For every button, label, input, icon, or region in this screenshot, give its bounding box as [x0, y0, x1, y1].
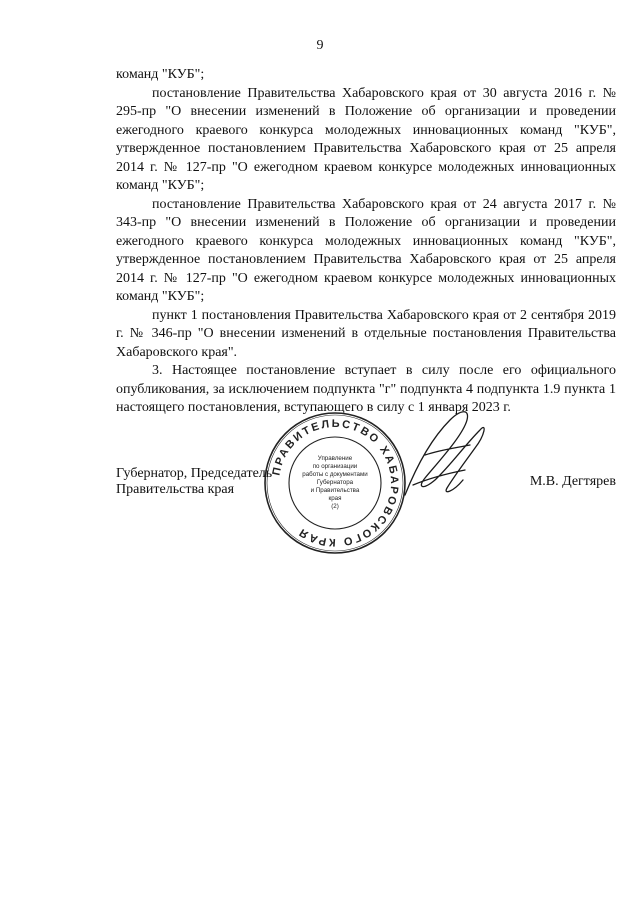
paragraph: постановление Правительства Хабаровского края от 30 августа 2016 г. № 295-пр "О внесении изменений в Положение об организации и проведении ежегодного краевого конкурса молодежных инновационных команд "КУБ", утвержденное постановлением Правительства Хабаровского края от 25 апреля 2014 г. № 127-пр "О ежегодном краевом конкурсе молодежных инновационных команд "КУБ"; — [116, 85, 616, 193]
paragraph: 3. Настоящее постановление вступает в силу после его официального опубликования, за исключением подпункта "г" подпункта 4 подпункта 1.9 пункта 1 настоящего постановления, вступающего в силу с 1 января 2023 г. — [116, 363, 616, 415]
paragraph: команд "КУБ"; — [116, 67, 205, 82]
signer-position-line: Правительства края — [116, 482, 235, 497]
signer-position-line: Губернатор, Председатель — [116, 466, 273, 481]
paragraph: постановление Правительства Хабаровского края от 24 августа 2017 г. № 343-пр "О внесении изменений в Положение об организации и проведении ежегодного краевого конкурса молодежных инновационных команд "КУБ", утвержденное постановлением Правительства Хабаровского края от 25 апреля 2014 г. № 127-пр "О ежегодном краевом конкурсе молодежных инновационных команд "КУБ"; — [116, 196, 616, 304]
signer-position — [116, 466, 272, 498]
paragraph: пункт 1 постановления Правительства Хабаровского края от 2 сентября 2019 г. № 346-пр "О внесении изменений в отдельные постановления Правительства Хабаровского края". — [116, 307, 616, 360]
official-seal — [262, 410, 408, 556]
svg-text:ПРАВИТЕЛЬСТВО ХАБАРОВСКОГО КРА: ПРАВИТЕЛЬСТВО ХАБАРОВСКОГО КРАЯ — [270, 417, 401, 549]
svg-text:(2): (2) — [331, 503, 339, 510]
svg-text:и Правительства: и Правительства — [310, 487, 360, 494]
svg-text:Управление: Управление — [317, 455, 353, 462]
svg-text:работы с документами: работы с документами — [302, 471, 368, 478]
signer-name: М.В. Дегтярев — [529, 474, 616, 489]
svg-text:края: края — [328, 495, 342, 502]
page-number: 9 — [316, 38, 324, 53]
handwritten-signature — [395, 400, 495, 510]
document-body — [116, 66, 616, 418]
svg-text:по организации: по организации — [312, 463, 358, 470]
svg-text:Губернатора: Губернатора — [316, 479, 354, 486]
